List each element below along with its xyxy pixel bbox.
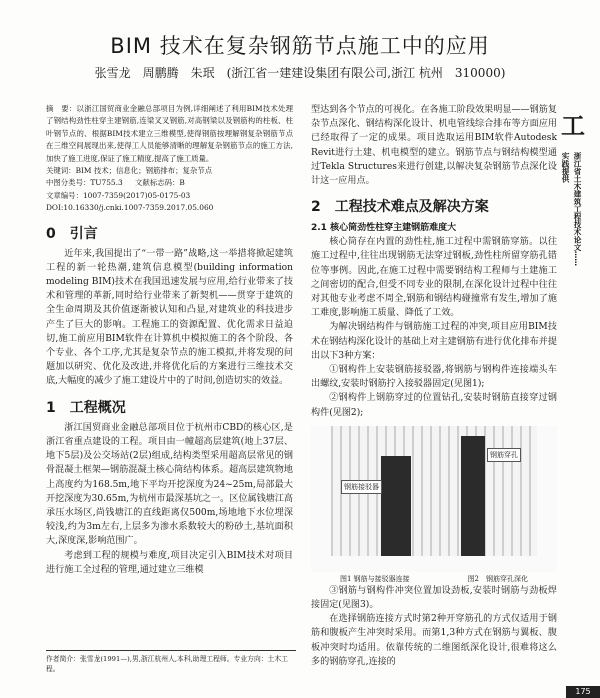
article-number: 文章编号：1007-7359(2017)05-0175-03 bbox=[46, 190, 191, 200]
intro-heading: 0 引言 bbox=[46, 225, 98, 242]
solution-paragraph: 为解决钢结构件与钢筋施工过程的冲突,项目应用BIM技术在钢结构深化设计的基础上对主建钢筋有进行优化排布并提出以下3种方案： bbox=[311, 322, 557, 361]
difficulty-paragraph: 核心筒存在内置的劲性柱,施工过程中需钢筋穿筋。以往施工过程中,往往出现钢筋无法穿过钢板,劲性柱所留穿筋孔错位等事例。因此,在施工过程中需要钢结构工程师与土建施工之间密切的配合,但受不同专业的限制,在深化设计过程中往往对其他专业考虑不周全,钢筋和钢结构碰撞常有发生,增加了施工难度,影响施工质量、降低了工效。 bbox=[311, 237, 557, 319]
solution-item-3: ③钢筋与钢构件冲突位置加设劲板,安装时钢筋与劲板焊接固定(见图3)。 bbox=[311, 585, 557, 611]
journal-sidebar-text: 浙江省土木建筑工程技术论文……实践提供 bbox=[561, 152, 582, 266]
steel-column-shape bbox=[461, 436, 485, 556]
figure-label-hole: 钢筋穿孔 bbox=[487, 448, 521, 462]
doc-code: 文献标志码：B bbox=[135, 178, 185, 188]
article-title: BIM 技术在复杂钢筋节点施工中的应用 bbox=[110, 34, 490, 58]
page-number: 175 bbox=[566, 686, 600, 698]
author-footnote: 作者简介：张雪龙(1991—),男,浙江杭州人,本科,助理工程师。专业方向：土木工程。 bbox=[46, 650, 296, 674]
figure-caption-2: 图2 钢筋穿孔深化 bbox=[467, 574, 529, 583]
solution-item-1: ①钢构件上安装钢筋接驳器,将钢筋与钢构件连接端头车出螺纹,安装时钢筋拧入接驳器固定(见图1); bbox=[311, 365, 557, 390]
overview-heading: 1 工程概况 bbox=[46, 399, 126, 416]
journal-sidebar bbox=[559, 100, 589, 270]
continued-paragraph: 型达到各个节点的可视化。在各施工阶段效果明显——钢筋复杂节点深化、钢结构深化设计、机电管线综合排布等方面应用已经取得了一定的成果。项目选取运用BIM软件Autodesk Revit进行土建、机电模型的建立。钢筋节点与钢结构模型通过Tekla Structures来进行创建,以解决复杂钢筋节点深化设计这一应用点。 bbox=[311, 105, 557, 187]
classification bbox=[46, 177, 293, 189]
abstract: 摘 要：以浙江国贸商业金融总部项目为例,详细阐述了利用BIM技术处理了钢结构劲性柱穿主建钢筋,连梁叉叉钢筋,对高钢梁以及钢筋构的柱板、柱叶钢节点的、根据BIM技术建立三维模型,使得钢筋按理解钢复杂钢筋节点在三维空间展现出来,使得工人员能够清晰的理解复杂钢筋节点的施工方法,加快了施工进度,保证了施工精度,提高了施工质量。 bbox=[46, 104, 293, 163]
right-column bbox=[311, 103, 557, 669]
rebar-figure bbox=[311, 426, 557, 572]
clc-number: 中图分类号：TU755.3 bbox=[46, 178, 123, 188]
subsection-heading: 2.1 核心筒劲性柱穿主建钢筋难度大 bbox=[311, 223, 457, 234]
keywords: 关键词：BIM 技术；信息化；钢筋排布；复杂节点 bbox=[46, 166, 213, 176]
intro-paragraph: 近年来,我国提出了“一带一路”战略,这一举措将掀起建筑工程的新一轮热潮,建筑信息模型(building information modeling BIM)技术在我国迅速发展与应用,给行业带来了技术和管理的革新,同时给行业带来了新契机——贯穿于建筑的全生命周期及其价值逐渐被认知和凸显,对建筑业的科技进步产生了巨大的影响。工程施工的资源配置、优化需求日益迫切,施工前应用BIM软件在计算机中模拟施工的各个阶段、各个专业、各个工序,尤其是复杂节点的施工模拟,并将发现的问题加以研究、优化及改进,并将优化后的方案进行三维技术交底,大幅度的减少了施工建设片中的了时间,创造切实的效益。 bbox=[46, 248, 293, 387]
journal-logo-icon: 工 bbox=[561, 112, 585, 140]
left-column bbox=[46, 103, 293, 577]
doi: DOI:10.16330/j.cnki.1007-7359.2017.05.060 bbox=[46, 203, 214, 213]
figure-captions bbox=[311, 574, 557, 584]
difficulty-heading: 2 工程技术难点及解决方案 bbox=[311, 199, 489, 216]
overview-paragraph: 浙江国贸商业金融总部项目位于杭州市CBD的核心区,是浙江省重点建设的工程。项目由一幢超高层建筑(地上37层、地下5层)及公交场站(2层)组成,结构类型采用超高层常见的钢骨混凝土框架—钢筋混凝土核心筒结构体系。超高层建筑物地上高度约为168.5m,地下平均开挖深度为24~25m,局部最大开挖深度为30.65m,为杭州市最深基坑之一。区位属钱塘江高承压水场区,尚钱塘江的直线距离仅500m,场地地下水位埋深较浅,约为3m左右,上层多为渗水系数较大的粉砂土,基坑面积大,深度深,影响范围广。 bbox=[46, 422, 293, 547]
figure-label-coupler: 钢筋接驳器 bbox=[341, 480, 382, 494]
solution-item-2: ②钢构件上钢筋穿过的位置钻孔,安装时钢筋直接穿过钢构件(见图2); bbox=[311, 393, 557, 418]
steel-column-shape bbox=[381, 456, 411, 556]
closing-paragraph: 在选择钢筋连接方式时第2种开穿筋孔的方式仅适用于钢筋和腹板产生冲突时采用。而第1,3种方式在钢筋与翼板、腹板冲突时均适用。依靠传统的二维图纸深化设计,很难将这么多的钢筋穿孔,连接的 bbox=[311, 614, 557, 667]
overview-paragraph-2: 考虑到工程的规模与难度,项目决定引入BIM技术对项目进行施工全过程的管理,通过建立三维模 bbox=[46, 550, 293, 575]
figure-caption-1: 图1 钢筋与接驳器连接 bbox=[339, 574, 410, 583]
author-line: 张雪龙 周鹏腾 朱珉 (浙江省一建建设集团有限公司,浙江 杭州 310000) bbox=[94, 66, 506, 80]
